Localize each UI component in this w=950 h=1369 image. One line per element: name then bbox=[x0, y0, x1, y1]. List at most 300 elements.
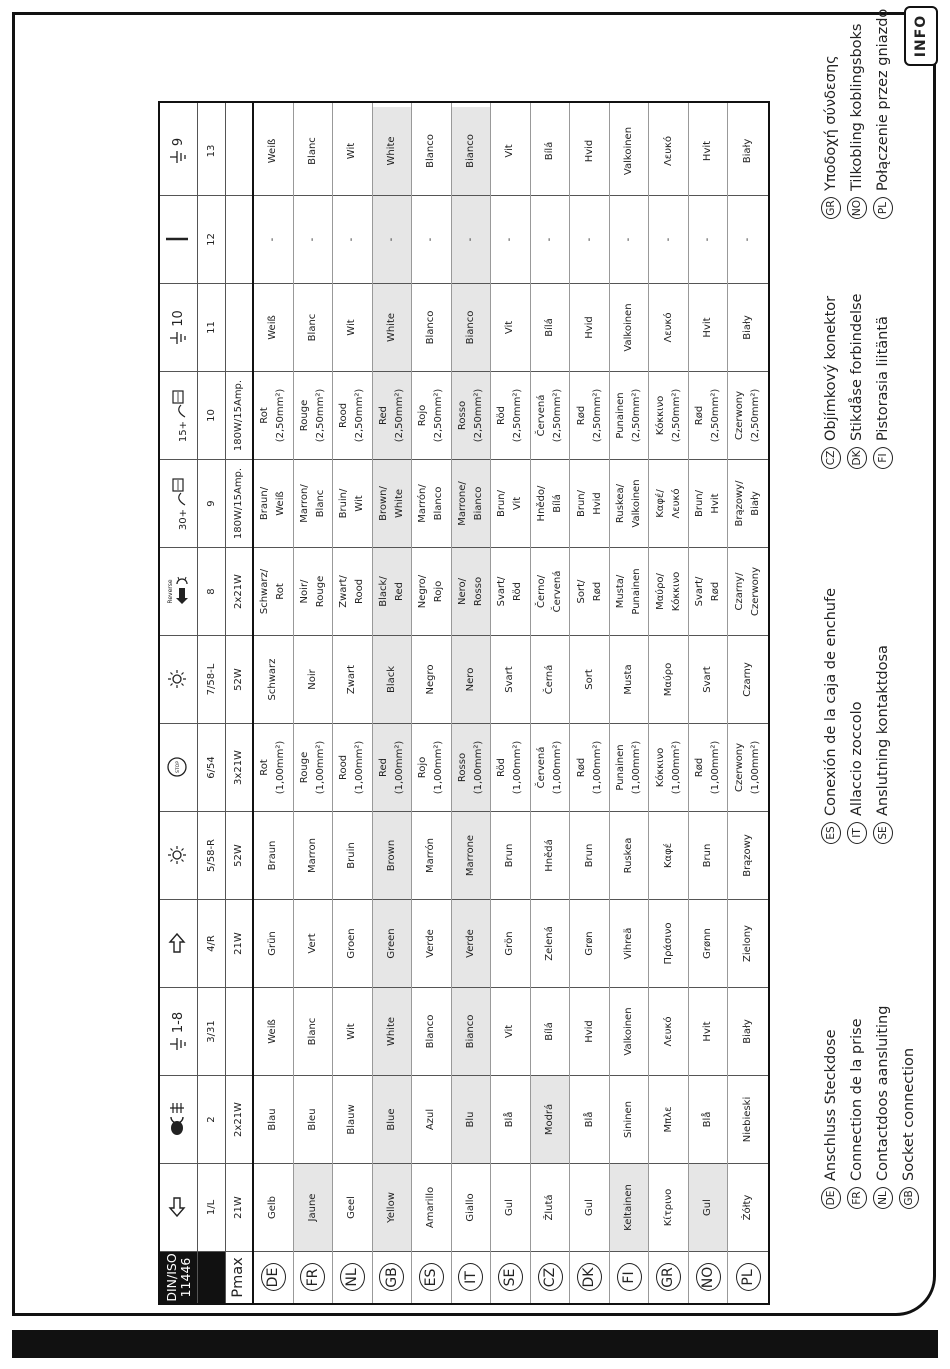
wire-color-cell bbox=[333, 899, 372, 987]
cell-text: Λευκό bbox=[662, 135, 674, 167]
legend-text: Anslutning kontaktdosa bbox=[875, 645, 891, 816]
cell-text: Jaune bbox=[306, 1193, 318, 1222]
wire-color-cell bbox=[333, 195, 372, 283]
wire-color-cell bbox=[689, 371, 728, 459]
stop-light-icon bbox=[166, 757, 191, 779]
cell-text: Rood bbox=[354, 578, 366, 605]
wire-color-cell bbox=[531, 811, 570, 899]
cell-text: Czarny bbox=[742, 662, 754, 697]
cell-text: Sort/ bbox=[575, 579, 587, 604]
wire-color-cell bbox=[649, 283, 688, 371]
cell-text: Rojo bbox=[417, 756, 429, 779]
wire-color-cell bbox=[294, 899, 333, 987]
wire-color-cell bbox=[728, 459, 768, 547]
cell-text: (2,50mm²) bbox=[354, 388, 366, 443]
cell-text: Vit bbox=[512, 496, 524, 511]
legend-text: Anschluss Steckdose bbox=[823, 1029, 839, 1181]
wire-color-cell bbox=[491, 811, 530, 899]
wire-color-cell bbox=[294, 371, 333, 459]
wire-color-cell bbox=[412, 547, 451, 635]
cell-text: Ruskea/ bbox=[615, 483, 627, 524]
wire-color-cell bbox=[333, 371, 372, 459]
wire-color-cell bbox=[373, 723, 412, 811]
cell-text: Biały bbox=[742, 315, 754, 340]
wire-color-cell bbox=[610, 107, 649, 195]
legend-column bbox=[818, 474, 896, 844]
wire-color-cell bbox=[531, 635, 570, 723]
cell-text: (1,00mm²) bbox=[314, 740, 326, 795]
wire-color-cell bbox=[570, 547, 609, 635]
cell-text: (1,00mm²) bbox=[275, 740, 287, 795]
cell-text: White bbox=[385, 136, 397, 166]
language-badge: FI bbox=[617, 1264, 642, 1292]
legend-column bbox=[818, 0, 896, 219]
wire-color-cell bbox=[570, 811, 609, 899]
cell-text: Blu bbox=[464, 1111, 476, 1128]
cell-text: Hvit bbox=[702, 140, 714, 162]
ground-icon: 10 bbox=[171, 310, 186, 327]
wire-color-cell bbox=[491, 459, 530, 547]
pin-number: 6/54 bbox=[198, 723, 225, 811]
wire-color-cell bbox=[333, 107, 372, 195]
cell-text: Punainen bbox=[615, 744, 627, 791]
wire-color-cell bbox=[610, 1075, 649, 1163]
wire-color-cell bbox=[412, 459, 451, 547]
cell-text: Red bbox=[393, 582, 405, 601]
wire-color-cell bbox=[689, 723, 728, 811]
cell-text: Rød bbox=[575, 405, 587, 426]
wire-color-cell bbox=[294, 547, 333, 635]
language-row-nl bbox=[333, 103, 373, 1303]
cell-text: Modrá bbox=[544, 1103, 556, 1136]
cell-text: Geel bbox=[346, 1196, 358, 1219]
cell-text: Blauw bbox=[346, 1104, 358, 1135]
cell-text: Czerwony bbox=[750, 566, 762, 617]
cell-text: Hvit bbox=[702, 1021, 714, 1042]
header-icon-cell bbox=[160, 195, 197, 283]
pmax-value: 2x21W bbox=[226, 547, 252, 635]
pmax-value: 3x21W bbox=[226, 723, 252, 811]
wire-color-cell bbox=[728, 283, 768, 371]
cell-text: Braun/ bbox=[259, 486, 271, 521]
cell-text: Marron bbox=[306, 837, 318, 874]
cell-text: (1,00mm²) bbox=[433, 740, 445, 795]
header-icon-cell bbox=[160, 899, 197, 987]
cell-text: Svart bbox=[504, 666, 516, 693]
wire-color-cell bbox=[333, 1163, 372, 1251]
cell-text: White bbox=[385, 312, 397, 343]
row-language bbox=[294, 1251, 333, 1303]
cell-text: Blanc bbox=[306, 137, 318, 165]
cell-text: Żółty bbox=[742, 1194, 754, 1221]
wire-color-cell bbox=[649, 811, 688, 899]
cell-text: Valkoinen bbox=[623, 126, 635, 176]
cell-text: Giallo bbox=[464, 1193, 476, 1222]
cell-text: Punainen bbox=[615, 392, 627, 439]
wire-color-cell bbox=[412, 107, 451, 195]
wire-color-cell bbox=[610, 635, 649, 723]
cell-text: Amarillo bbox=[425, 1186, 437, 1229]
header-icon-cell bbox=[160, 723, 197, 811]
cell-text: Schwarz/ bbox=[259, 568, 271, 615]
legend-text: Socket connection bbox=[901, 1047, 917, 1181]
cell-text: Rot bbox=[259, 759, 271, 776]
cell-text: (2,50mm²) bbox=[750, 388, 762, 443]
cell-text: Valkoinen bbox=[623, 303, 635, 352]
wire-color-cell bbox=[294, 1075, 333, 1163]
wire-color-cell bbox=[689, 547, 728, 635]
header-icon-cell bbox=[160, 107, 197, 195]
cell-text: Wit bbox=[346, 1023, 358, 1040]
wire-color-cell bbox=[491, 635, 530, 723]
language-row-no bbox=[689, 103, 729, 1303]
cell-text: Brun/ bbox=[575, 489, 587, 518]
cell-text: Groen bbox=[346, 928, 358, 959]
cell-text: Gul bbox=[702, 1199, 714, 1216]
cell-text: Rood bbox=[338, 754, 350, 781]
wire-color-cell bbox=[610, 195, 649, 283]
cell-text: Λευκό bbox=[670, 488, 682, 519]
wire-color-cell bbox=[610, 987, 649, 1075]
legend-item-es bbox=[818, 474, 844, 844]
cell-text: Gul bbox=[504, 1199, 516, 1216]
wire-color-cell bbox=[728, 811, 768, 899]
cell-text: Brązowy bbox=[742, 834, 754, 877]
cell-text: (1,00mm²) bbox=[670, 740, 682, 795]
wire-color-cell bbox=[570, 283, 609, 371]
cell-text: Rouge bbox=[314, 575, 326, 608]
cell-text: - bbox=[504, 237, 516, 242]
wire-color-cell bbox=[294, 987, 333, 1075]
language-badge: DE bbox=[821, 1187, 841, 1209]
cell-text: - bbox=[464, 237, 476, 242]
wire-color-cell bbox=[452, 371, 491, 459]
wire-color-cell bbox=[570, 107, 609, 195]
wire-color-cell bbox=[254, 987, 293, 1075]
cell-text: Καφέ/ bbox=[654, 489, 666, 518]
cell-text: - bbox=[623, 237, 635, 242]
wire-color-cell bbox=[491, 723, 530, 811]
wire-color-cell bbox=[610, 723, 649, 811]
wire-color-cell bbox=[610, 547, 649, 635]
wire-color-cell bbox=[452, 459, 491, 547]
wire-color-cell bbox=[570, 987, 609, 1075]
cell-text: Nero/ bbox=[456, 578, 468, 606]
wire-color-cell bbox=[373, 1163, 412, 1251]
wire-color-cell bbox=[689, 1163, 728, 1251]
wire-color-cell bbox=[570, 723, 609, 811]
row-language bbox=[491, 1251, 530, 1303]
legend-item-it bbox=[844, 474, 870, 844]
cell-text: - bbox=[385, 237, 397, 242]
cell-text: - bbox=[583, 237, 595, 242]
svg-text:STOP: STOP bbox=[176, 761, 181, 774]
cell-text: Biały bbox=[742, 1019, 754, 1044]
wire-color-cell bbox=[531, 987, 570, 1075]
cell-text: Καφέ bbox=[662, 842, 674, 869]
wire-color-cell bbox=[689, 1075, 728, 1163]
cell-text: Blanco bbox=[425, 310, 437, 345]
wire-color-cell bbox=[531, 1163, 570, 1251]
cell-text: Biały bbox=[742, 138, 754, 164]
wire-color-cell bbox=[452, 811, 491, 899]
cell-text: Κόκκινο bbox=[654, 747, 666, 788]
wiring-table bbox=[158, 101, 770, 1305]
cell-text: Πράσινο bbox=[662, 922, 674, 965]
wire-color-cell bbox=[333, 635, 372, 723]
cell-text: (1,00mm²) bbox=[512, 740, 524, 795]
pin-number: 11 bbox=[198, 283, 225, 371]
wire-color-cell bbox=[531, 195, 570, 283]
cell-text: Hnědo/ bbox=[536, 485, 548, 522]
row-language bbox=[373, 1251, 412, 1303]
language-badge: DK bbox=[577, 1264, 602, 1292]
cell-text: Verde bbox=[464, 929, 476, 958]
pin-number: 12 bbox=[198, 195, 225, 283]
battery-plus-30-icon: 30+ bbox=[169, 477, 189, 530]
legend-text: Allaccio zoccolo bbox=[849, 701, 865, 816]
language-row-pl bbox=[728, 103, 768, 1303]
wire-color-cell bbox=[728, 195, 768, 283]
cell-text: Marron/ bbox=[298, 484, 310, 523]
wire-color-cell bbox=[649, 547, 688, 635]
legend-text: Conexión de la caja de enchufe bbox=[823, 588, 839, 816]
wire-color-cell bbox=[452, 107, 491, 195]
legend-text: Tilkobling koblingsboks bbox=[849, 23, 865, 191]
reverse-light-icon: Reverse bbox=[168, 577, 190, 607]
wire-color-cell bbox=[294, 811, 333, 899]
cell-text: Černá bbox=[544, 664, 556, 695]
legend-item-nl bbox=[870, 839, 896, 1209]
cell-text: - bbox=[662, 237, 674, 242]
legend-column bbox=[818, 839, 922, 1209]
wire-color-cell bbox=[531, 547, 570, 635]
cell-text: Rood bbox=[338, 402, 350, 429]
pin-number: 9 bbox=[198, 459, 225, 547]
cell-text: Blanc bbox=[306, 313, 318, 342]
wire-color-cell bbox=[649, 635, 688, 723]
cell-text: Svart bbox=[702, 666, 714, 693]
pmax-label: Pmax bbox=[226, 1251, 252, 1303]
wire-color-cell bbox=[610, 371, 649, 459]
cell-text: Wit bbox=[346, 319, 358, 336]
row-language bbox=[649, 1251, 688, 1303]
cell-text: Weiß bbox=[275, 491, 287, 516]
cell-text: Punainen bbox=[631, 568, 643, 615]
cell-text: Svart/ bbox=[496, 576, 508, 607]
header-icon-cell bbox=[160, 547, 197, 635]
cell-text: Brun/ bbox=[496, 489, 508, 518]
pmax-value bbox=[226, 987, 252, 1075]
wire-color-cell bbox=[649, 1075, 688, 1163]
cell-text: - bbox=[425, 237, 437, 242]
cell-text: White bbox=[385, 1016, 397, 1047]
wire-color-cell bbox=[728, 371, 768, 459]
pin-number: 4/R bbox=[198, 899, 225, 987]
wire-color-cell bbox=[254, 371, 293, 459]
header-icon-cell bbox=[160, 1075, 197, 1163]
cell-text: Bruin/ bbox=[338, 488, 350, 519]
wire-color-cell bbox=[412, 1163, 451, 1251]
cell-text: Blå bbox=[702, 1111, 714, 1128]
language-row-gr bbox=[649, 103, 689, 1303]
wire-color-cell bbox=[254, 283, 293, 371]
cell-text: (1,00mm²) bbox=[710, 740, 722, 795]
wire-color-cell bbox=[254, 107, 293, 195]
cell-text: Blanco bbox=[425, 1014, 437, 1049]
wire-color-cell bbox=[570, 195, 609, 283]
cell-text: Brown bbox=[385, 839, 397, 872]
wire-color-cell bbox=[728, 723, 768, 811]
cell-text: Marrone/ bbox=[456, 481, 468, 526]
cell-text: Marrone bbox=[464, 834, 476, 877]
cell-text: Rød bbox=[694, 757, 706, 778]
cell-text: Bianco bbox=[472, 486, 484, 521]
cell-text: Rød bbox=[694, 405, 706, 426]
language-badge: DE bbox=[261, 1264, 286, 1292]
pmax-value: 21W bbox=[226, 1163, 252, 1251]
header-icon-cell bbox=[160, 811, 197, 899]
wire-color-cell bbox=[570, 1163, 609, 1251]
rear-fog-icon bbox=[168, 1102, 189, 1138]
cell-text: Brun/ bbox=[694, 489, 706, 518]
cell-text: Hvid bbox=[591, 492, 603, 515]
wire-color-cell bbox=[254, 195, 293, 283]
wire-color-cell bbox=[531, 899, 570, 987]
language-badge: NL bbox=[340, 1264, 365, 1292]
pin-number: 2 bbox=[198, 1075, 225, 1163]
language-badge: GR bbox=[656, 1264, 681, 1292]
cell-text: Black/ bbox=[377, 576, 389, 607]
wire-color-cell bbox=[412, 371, 451, 459]
cell-text: Červená bbox=[552, 570, 564, 613]
legend-item-gb bbox=[896, 839, 922, 1209]
cell-text: Rot bbox=[259, 407, 271, 424]
wire-color-cell bbox=[373, 811, 412, 899]
cell-text: Red bbox=[377, 758, 389, 777]
language-badge: SE bbox=[873, 822, 893, 844]
cell-text: Μαύρο bbox=[662, 662, 674, 697]
wire-color-cell bbox=[491, 1163, 530, 1251]
cell-text: Red bbox=[377, 406, 389, 425]
cell-text: Keltainen bbox=[623, 1184, 635, 1231]
cell-text: Λευκό bbox=[662, 312, 674, 343]
wire-color-cell bbox=[412, 811, 451, 899]
cell-text: Μαύρο/ bbox=[654, 573, 666, 610]
header-icon-cell bbox=[160, 283, 197, 371]
wire-color-cell bbox=[531, 107, 570, 195]
wire-color-cell bbox=[649, 987, 688, 1075]
cell-text: Zielony bbox=[742, 925, 754, 962]
legend-item-se bbox=[870, 474, 896, 844]
wire-color-cell bbox=[452, 547, 491, 635]
cell-text: (2,50mm²) bbox=[631, 388, 643, 443]
wire-color-cell bbox=[610, 899, 649, 987]
wire-color-cell bbox=[333, 283, 372, 371]
cell-text: Valkoinen bbox=[631, 479, 643, 528]
cell-text: Svart/ bbox=[694, 576, 706, 607]
cell-text: (2,50mm²) bbox=[472, 388, 484, 443]
wire-color-cell bbox=[412, 723, 451, 811]
wire-color-cell bbox=[254, 811, 293, 899]
wire-color-cell bbox=[570, 1075, 609, 1163]
cell-text: (1,00mm²) bbox=[750, 740, 762, 795]
pmax-value: 21W bbox=[226, 899, 252, 987]
cell-text: Czerwony bbox=[734, 742, 746, 793]
cell-text: Noir bbox=[306, 669, 318, 690]
language-badge: PL bbox=[873, 197, 893, 219]
cell-text: Bílá bbox=[544, 141, 556, 161]
cell-text: (2,50mm²) bbox=[393, 388, 405, 443]
wire-color-cell bbox=[373, 195, 412, 283]
cell-text: (2,50mm²) bbox=[552, 388, 564, 443]
wire-color-cell bbox=[531, 371, 570, 459]
cell-text: Yellow bbox=[385, 1192, 397, 1223]
pmax-value bbox=[226, 107, 252, 195]
language-row-it bbox=[452, 103, 492, 1303]
language-badge: DK bbox=[847, 447, 867, 469]
wire-color-cell bbox=[728, 635, 768, 723]
pin-number: 13 bbox=[205, 144, 217, 158]
cell-text: - bbox=[267, 237, 279, 242]
wire-color-cell bbox=[452, 195, 491, 283]
pmax-value: 2x21W bbox=[226, 1075, 252, 1163]
legend-text: Połączenie przez gniazdo bbox=[875, 8, 891, 191]
legend-text: Pistorasia liitäntä bbox=[875, 316, 891, 441]
cell-text: - bbox=[346, 237, 358, 242]
wire-color-cell bbox=[333, 987, 372, 1075]
language-badge: GR bbox=[821, 197, 841, 219]
pmax-value: 52W bbox=[226, 635, 252, 723]
wire-color-cell bbox=[689, 107, 728, 195]
header-icon-cell bbox=[160, 1163, 197, 1251]
cell-text: Grønn bbox=[702, 928, 714, 959]
row-language bbox=[610, 1251, 649, 1303]
cell-text: Weiß bbox=[267, 138, 279, 164]
cell-text: (1,00mm²) bbox=[472, 740, 484, 795]
wire-color-cell bbox=[412, 1075, 451, 1163]
wire-color-cell bbox=[452, 723, 491, 811]
cell-text: Hvit bbox=[710, 493, 722, 514]
pmax-value: 180W/15Amp. bbox=[226, 459, 252, 547]
language-badge: FR bbox=[847, 1187, 867, 1209]
cell-text: Czarny/ bbox=[734, 572, 746, 611]
row-language bbox=[728, 1251, 768, 1303]
cell-text: Nero bbox=[464, 667, 476, 692]
wire-color-cell bbox=[294, 283, 333, 371]
wire-color-cell bbox=[452, 1163, 491, 1251]
cell-text: Weiß bbox=[267, 1019, 279, 1044]
cell-text: Brun bbox=[583, 843, 595, 868]
wire-color-cell bbox=[373, 283, 412, 371]
pin-number: 1/L bbox=[198, 1163, 225, 1251]
cell-text: Czerwony bbox=[734, 390, 746, 441]
wire-color-cell bbox=[452, 1075, 491, 1163]
cell-text: Rojo bbox=[433, 580, 445, 603]
cell-text: Verde bbox=[425, 929, 437, 958]
cell-text: Bleu bbox=[306, 1108, 318, 1131]
wire-color-cell bbox=[452, 635, 491, 723]
wire-color-cell bbox=[570, 371, 609, 459]
cell-text: (2,50mm²) bbox=[670, 388, 682, 443]
cell-text: Noir/ bbox=[298, 579, 310, 604]
wire-color-cell bbox=[294, 723, 333, 811]
cell-text: (1,00mm²) bbox=[354, 740, 366, 795]
wire-color-cell bbox=[649, 899, 688, 987]
cell-text: Grön bbox=[504, 931, 516, 956]
wire-color-cell bbox=[728, 1075, 768, 1163]
info-tab-label: INFO bbox=[913, 14, 930, 58]
